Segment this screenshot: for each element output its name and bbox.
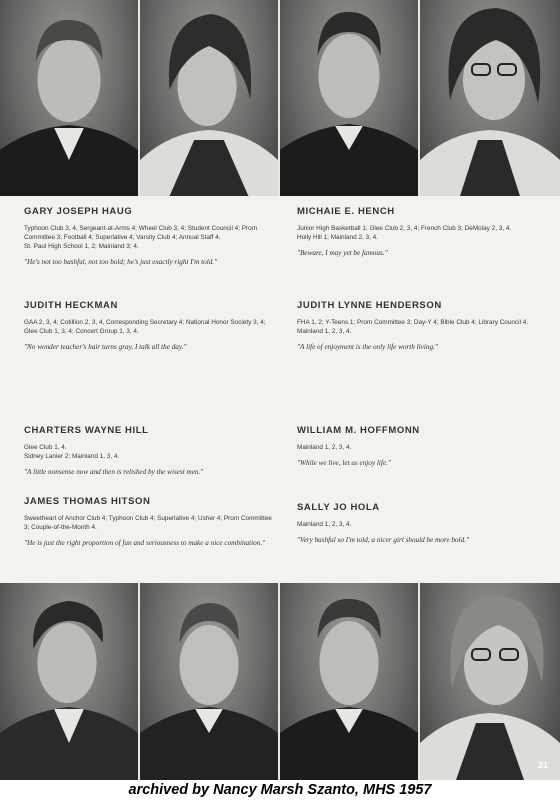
entry-michaie-hench [297,206,547,259]
student-name: JUDITH HECKMAN [24,300,118,311]
student-activities: Typhoon Club 3, 4, Sergeant-at-Arms 4; Wheel Club 3, 4; Student Council 4; Prom Committee 3; Football 4; Superlative 4; Varsity Club 4; Annual Staff 4. St. Paul High School 1, 2; Mainland 3; 4. [24,225,258,250]
page-number: 31 [537,760,548,770]
student-name: MICHAIE E. HENCH [297,206,395,217]
top-portrait-row [0,0,560,196]
entry-james-thomas-hitson [24,496,274,549]
student-name: GARY JOSEPH HAUG [24,206,133,217]
student-quote: "No wonder teacher's hair turns gray, I talk all the day." [24,343,187,351]
student-quote: "He is just the right proportion of fun and seriousness to make a nice combination." [24,539,266,547]
portrait-judith-henderson [420,0,560,196]
entry-charters-wayne-hill [24,425,274,478]
student-activities: FHA 1, 2; Y-Teens 1; Prom Committee 3; Day-Y 4; Bible Club 4; Library Council 4. Mainland 1, 2, 3, 4. [297,319,529,335]
bottom-portrait-row [0,583,560,780]
portrait-sally-jo-hola [420,583,560,780]
student-name: JUDITH LYNNE HENDERSON [297,300,442,311]
student-quote: "While we live, let us enjoy life." [297,459,391,467]
student-quote: "He's not too bashful, not too bold; he's just exactly right I'm told." [24,258,218,266]
student-name: SALLY JO HOLA [297,502,380,513]
student-activities: Mainland 1, 2, 3, 4. [297,521,352,528]
student-activities: Glee Club 1, 4. Sidney Lanier 2; Mainland 1, 3, 4. [24,444,120,460]
student-quote: "A little nonsense now and then is relished by the wisest men." [24,468,204,476]
student-name: CHARTERS WAYNE HILL [24,425,149,436]
entry-william-hoffmonn [297,425,547,469]
portrait-william-hoffmonn [280,583,420,780]
student-activities: Sweetheart of Anchor Club 4; Typhoon Club 4; Superlative 4; Usher 4; Prom Committee 3; Couple-of-the-Month 4. [24,515,272,531]
portrait-gary-haug [0,0,140,196]
portrait-charters-hill [0,583,140,780]
portrait-michaie-hench [280,0,420,196]
student-quote: "Very bashful so I'm told, a nicer girl should be more bold." [297,536,470,544]
student-quote: "A life of enjoyment is the only life worth living." [297,343,438,351]
student-activities: Mainland 1, 2, 3, 4. [297,444,352,451]
student-name: JAMES THOMAS HITSON [24,496,151,507]
student-name: WILLIAM M. HOFFMONN [297,425,420,436]
student-activities: GAA 2, 3, 4; Cotillion 2, 3, 4, Corresponding Secretary 4; National Honor Society 3, 4; Glee Club 1, 3, 4; Concert Group 1, 3, 4. [24,319,266,335]
portrait-james-hitson [140,583,280,780]
student-quote: "Beware, I may yet be famous." [297,249,388,257]
portrait-judith-heckman-top [140,0,280,196]
entry-sally-jo-hola [297,502,547,546]
entry-judith-lynne-henderson [297,300,547,353]
student-activities: Junior High Basketball 1; Glee Club 2, 3, 4; French Club 3; DeMolay 2, 3, 4. Holly Hill 1; Mainland 2, 3, 4. [297,225,512,241]
entry-gary-joseph-haug [24,206,274,268]
entry-judith-heckman [24,300,274,353]
archive-credit: archived by Nancy Marsh Szanto, MHS 1957 [128,782,432,798]
